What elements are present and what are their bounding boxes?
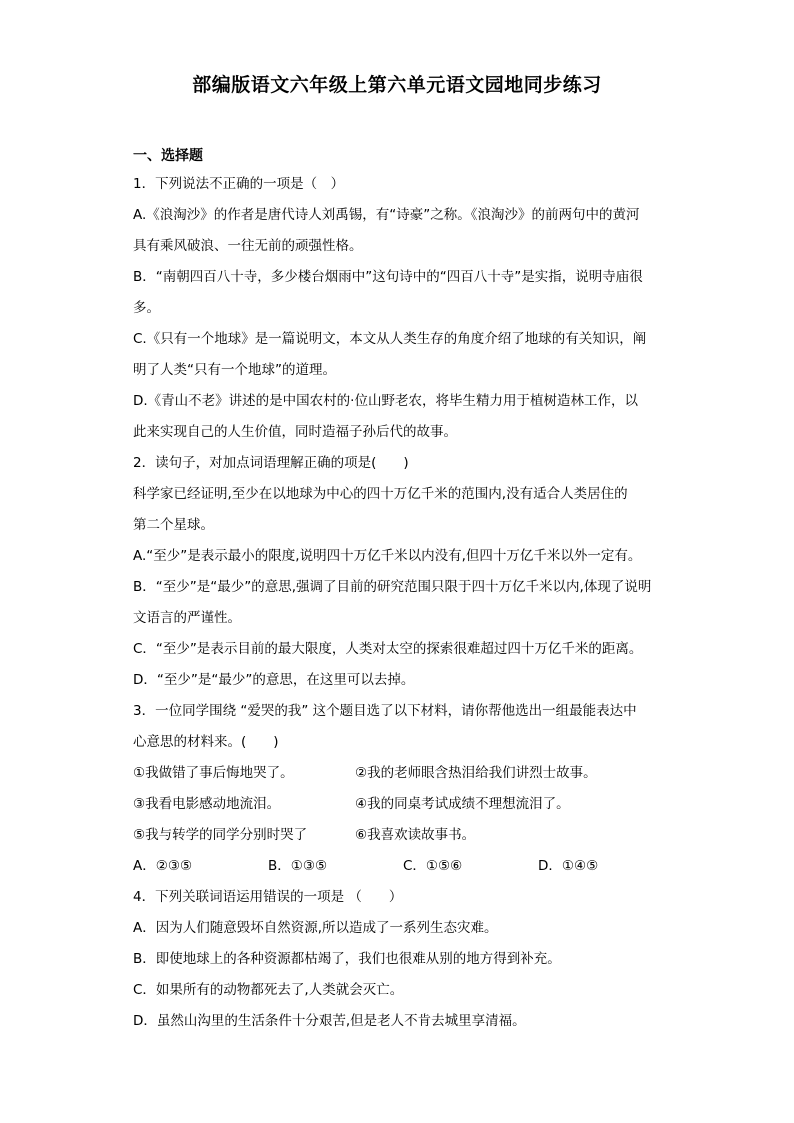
question-1-option-d: D.《青山不老》讲述的是中国农村的·位山野老农，将毕生精力用于植树造林工作，以: [133, 393, 638, 409]
question-1-option-c: C.《只有一个地球》是一篇说明文，本文从人类生存的角度介绍了地球的有关知识，阐: [133, 331, 647, 347]
section-heading: 一、选择题: [133, 148, 203, 164]
question-3-stem: 3．一位同学围绕 “爱哭的我” 这个题目选了以下材料，请你帮他选出一组最能表达中: [133, 703, 637, 719]
question-3-material-1: ①我做错了事后悔地哭了。: [133, 765, 294, 781]
question-3-material-6: ⑥我喜欢读故事书。: [355, 827, 476, 843]
question-4-option-a: A．因为人们随意毁坏自然资源,所以造成了一系列生态灾难。: [133, 920, 498, 936]
question-3-choice-c: C．①⑤⑥: [403, 858, 463, 874]
question-3-material-row: [133, 789, 673, 820]
page-title: 部编版语文六年级上第六单元语文园地同步练习: [192, 74, 602, 96]
question-2-sentence-cont: 第二个星球。: [133, 517, 214, 533]
question-3-material-2: ②我的老师眼含热泪给我们讲烈士故事。: [355, 765, 597, 781]
question-1-option-b: B．“南朝四百八十寺，多少楼台烟雨中”这句诗中的“四百八十寺”是实指，说明寺庙很: [133, 269, 643, 285]
question-3-stem-cont: 心意思的材料来。( ): [133, 734, 279, 750]
question-1-option-c-cont: 明了人类“只有一个地球”的道理。: [133, 362, 336, 378]
question-4-option-b: B．即使地球上的各种资源都枯竭了，我们也很难从别的地方得到补充。: [133, 951, 561, 967]
question-3-material-row: [133, 820, 673, 851]
question-1-option-a: A.《浪淘沙》的作者是唐代诗人刘禹锡，有“诗豪”之称。《浪淘沙》的前两句中的黄河: [133, 207, 640, 223]
question-2-option-b-cont: 文语言的严谨性。: [133, 610, 241, 626]
question-4-option-d: D．虽然山沟里的生活条件十分艰苦,但是老人不肯去城里享清福。: [133, 1013, 526, 1029]
question-3-choice-a: A．②③⑤: [133, 858, 193, 874]
question-list: [133, 169, 673, 1037]
question-2-option-b: B．“至少”是“最少”的意思,强调了目前的研究范围只限于四十万亿千米以内,体现了说明: [133, 579, 652, 595]
question-2-stem: 2．读句子，对加点词语理解正确的项是( ): [133, 455, 409, 471]
question-4-stem: 4．下列关联词语运用错误的一项是 （ ）: [133, 889, 403, 905]
question-1-option-a-cont: 具有乘风破浪、一往无前的顽强性格。: [133, 238, 363, 254]
question-3-choices: [133, 851, 673, 882]
question-3-material-row: [133, 758, 673, 789]
question-3-choice-b: B．①③⑤: [268, 858, 328, 874]
question-2-option-d: D．“至少”是“最少”的意思，在这里可以去掉。: [133, 672, 415, 688]
question-3-material-5: ⑤我与转学的同学分别时哭了: [133, 827, 308, 843]
question-1-option-d-cont: 此来实现自己的人生价值，同时造福子孙后代的故事。: [133, 424, 457, 440]
question-3-material-3: ③我看电影感动地流泪。: [133, 796, 281, 812]
question-2-option-a: A.“至少”是表示最小的限度,说明四十万亿千米以内没有,但四十万亿千米以外一定有。: [133, 548, 642, 564]
question-2-sentence: 科学家已经证明,至少在以地球为中心的四十万亿千米的范围内,没有适合人类居住的: [133, 486, 628, 502]
question-4-option-c: C．如果所有的动物都死去了,人类就会灭亡。: [133, 982, 404, 998]
question-2-option-c: C．“至少”是表示目前的最大限度，人类对太空的探索很难超过四十万亿千米的距离。: [133, 641, 643, 657]
question-3-material-4: ④我的同桌考试成绩不理想流泪了。: [355, 796, 570, 812]
question-1-option-b-cont: 多。: [133, 300, 160, 316]
question-1-stem: 1．下列说法不正确的一项是（ ）: [133, 176, 345, 192]
question-3-choice-d: D．①④⑤: [538, 858, 599, 874]
